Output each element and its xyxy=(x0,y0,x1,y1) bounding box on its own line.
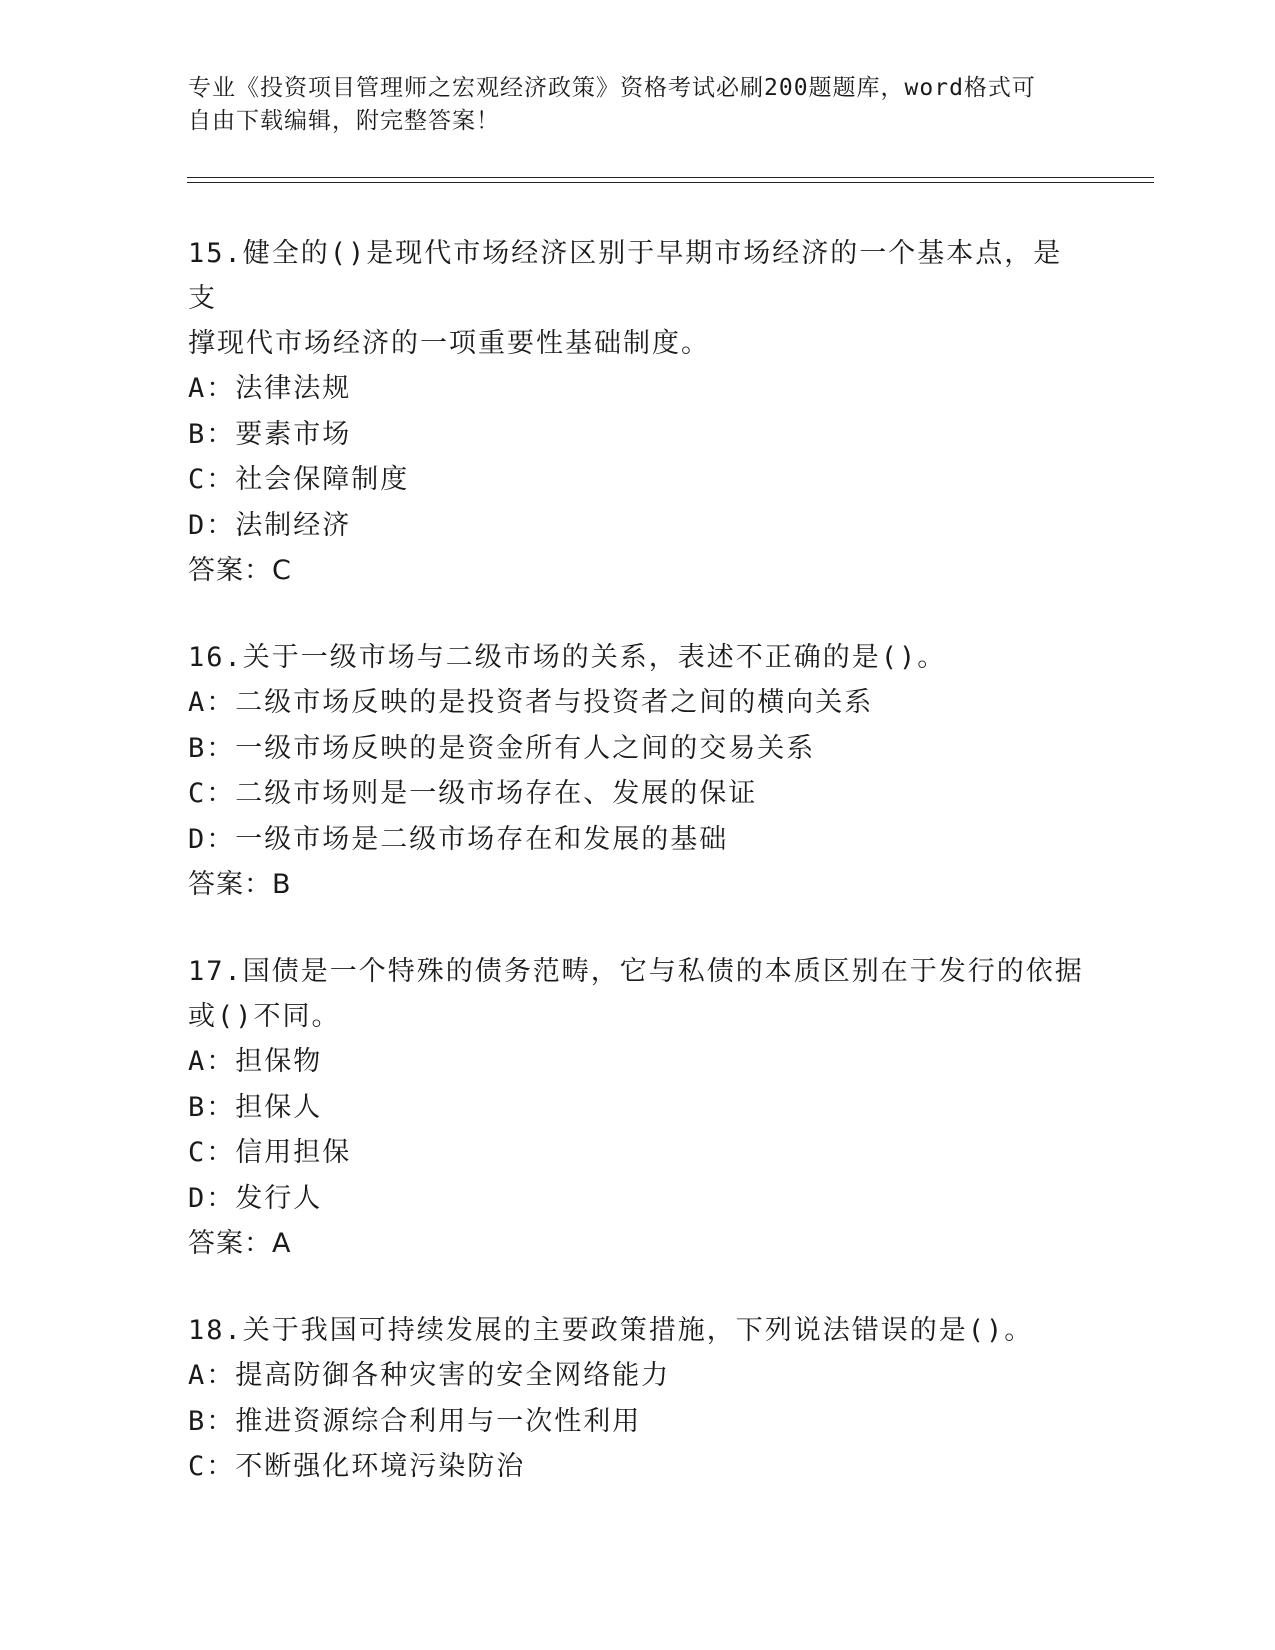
option-text: 担保人 xyxy=(235,1091,323,1123)
option-text: 推进资源综合利用与一次性利用 xyxy=(235,1405,642,1437)
option-text: 一级市场是二级市场存在和发展的基础 xyxy=(235,823,729,855)
question-15 xyxy=(188,231,1088,593)
option-label: B： xyxy=(188,1405,236,1437)
answer xyxy=(188,548,1088,593)
option-label: D： xyxy=(188,509,236,541)
question-17 xyxy=(188,949,1088,1266)
option-a xyxy=(188,366,1088,412)
question-18 xyxy=(188,1308,1088,1490)
header-line-1: 专业《投资项目管理师之宏观经济政策》资格考试必刷200题题库，word格式可 xyxy=(188,75,1036,101)
question-line-2: 或()不同。 xyxy=(188,1001,341,1032)
answer xyxy=(188,862,1088,907)
question-line-1: 国债是一个特殊的债务范畴，它与私债的本质区别在于发行的依据 xyxy=(242,956,1084,987)
option-text: 法律法规 xyxy=(235,373,352,404)
option-text: 要素市场 xyxy=(235,418,352,450)
option-label: B： xyxy=(188,732,236,764)
option-label: A： xyxy=(188,1046,236,1077)
answer-value: B xyxy=(272,869,292,900)
answer xyxy=(188,1221,1088,1266)
question-text xyxy=(188,635,1088,680)
option-text: 提高防御各种灾害的安全网络能力 xyxy=(235,1360,671,1391)
option-text: 发行人 xyxy=(235,1182,323,1214)
document-header xyxy=(188,72,1088,138)
option-text: 二级市场则是一级市场存在、发展的保证 xyxy=(235,778,758,809)
question-line-1: 健全的()是现代市场经济区别于早期市场经济的一个基本点，是支 xyxy=(188,238,1063,314)
option-b xyxy=(188,726,1088,772)
option-text: 一级市场反映的是资金所有人之间的交易关系 xyxy=(235,732,816,764)
option-a xyxy=(188,1353,1088,1399)
option-label: B： xyxy=(188,418,236,450)
option-label: D： xyxy=(188,823,236,855)
option-b xyxy=(188,1085,1088,1131)
option-a xyxy=(188,680,1088,726)
option-d xyxy=(188,503,1088,549)
option-d xyxy=(188,817,1088,863)
answer-label: 答案： xyxy=(188,1228,272,1259)
question-text xyxy=(188,949,1088,1039)
option-b xyxy=(188,412,1088,458)
answer-label: 答案： xyxy=(188,555,272,586)
option-c xyxy=(188,1130,1088,1176)
option-label: C： xyxy=(188,778,236,809)
option-label: C： xyxy=(188,1137,236,1168)
question-number: 18. xyxy=(188,1315,243,1346)
option-text: 信用担保 xyxy=(235,1137,352,1168)
option-text: 二级市场反映的是投资者与投资者之间的横向关系 xyxy=(235,687,874,718)
option-b xyxy=(188,1399,1088,1445)
header-line-2: 自由下载编辑，附完整答案！ xyxy=(188,108,500,134)
question-16 xyxy=(188,635,1088,907)
question-number: 17. xyxy=(188,956,243,987)
question-line-2: 撑现代市场经济的一项重要性基础制度。 xyxy=(188,328,710,359)
option-text: 社会保障制度 xyxy=(235,464,410,495)
question-list xyxy=(188,231,1088,1532)
option-c xyxy=(188,1444,1088,1490)
option-text: 法制经济 xyxy=(235,509,352,541)
option-text: 担保物 xyxy=(235,1046,323,1077)
question-line-1: 关于一级市场与二级市场的关系，表述不正确的是()。 xyxy=(242,642,947,673)
option-a xyxy=(188,1039,1088,1085)
option-label: D： xyxy=(188,1182,236,1214)
option-text: 不断强化环境污染防治 xyxy=(235,1451,526,1482)
header-rule-top xyxy=(187,177,1154,178)
option-label: A： xyxy=(188,373,236,404)
answer-value: A xyxy=(272,1228,292,1259)
question-text xyxy=(188,231,1088,366)
option-label: B： xyxy=(188,1091,236,1123)
option-d xyxy=(188,1176,1088,1222)
answer-label: 答案： xyxy=(188,869,272,900)
question-text xyxy=(188,1308,1088,1353)
header-rule-bottom xyxy=(187,182,1154,183)
answer-value: C xyxy=(272,555,292,586)
question-number: 15. xyxy=(188,238,243,269)
option-label: A： xyxy=(188,687,236,718)
option-c xyxy=(188,457,1088,503)
question-number: 16. xyxy=(188,642,243,673)
option-label: A： xyxy=(188,1360,236,1391)
option-label: C： xyxy=(188,1451,236,1482)
option-c xyxy=(188,771,1088,817)
option-label: C： xyxy=(188,464,236,495)
question-line-1: 关于我国可持续发展的主要政策措施，下列说法错误的是()。 xyxy=(242,1315,1034,1346)
